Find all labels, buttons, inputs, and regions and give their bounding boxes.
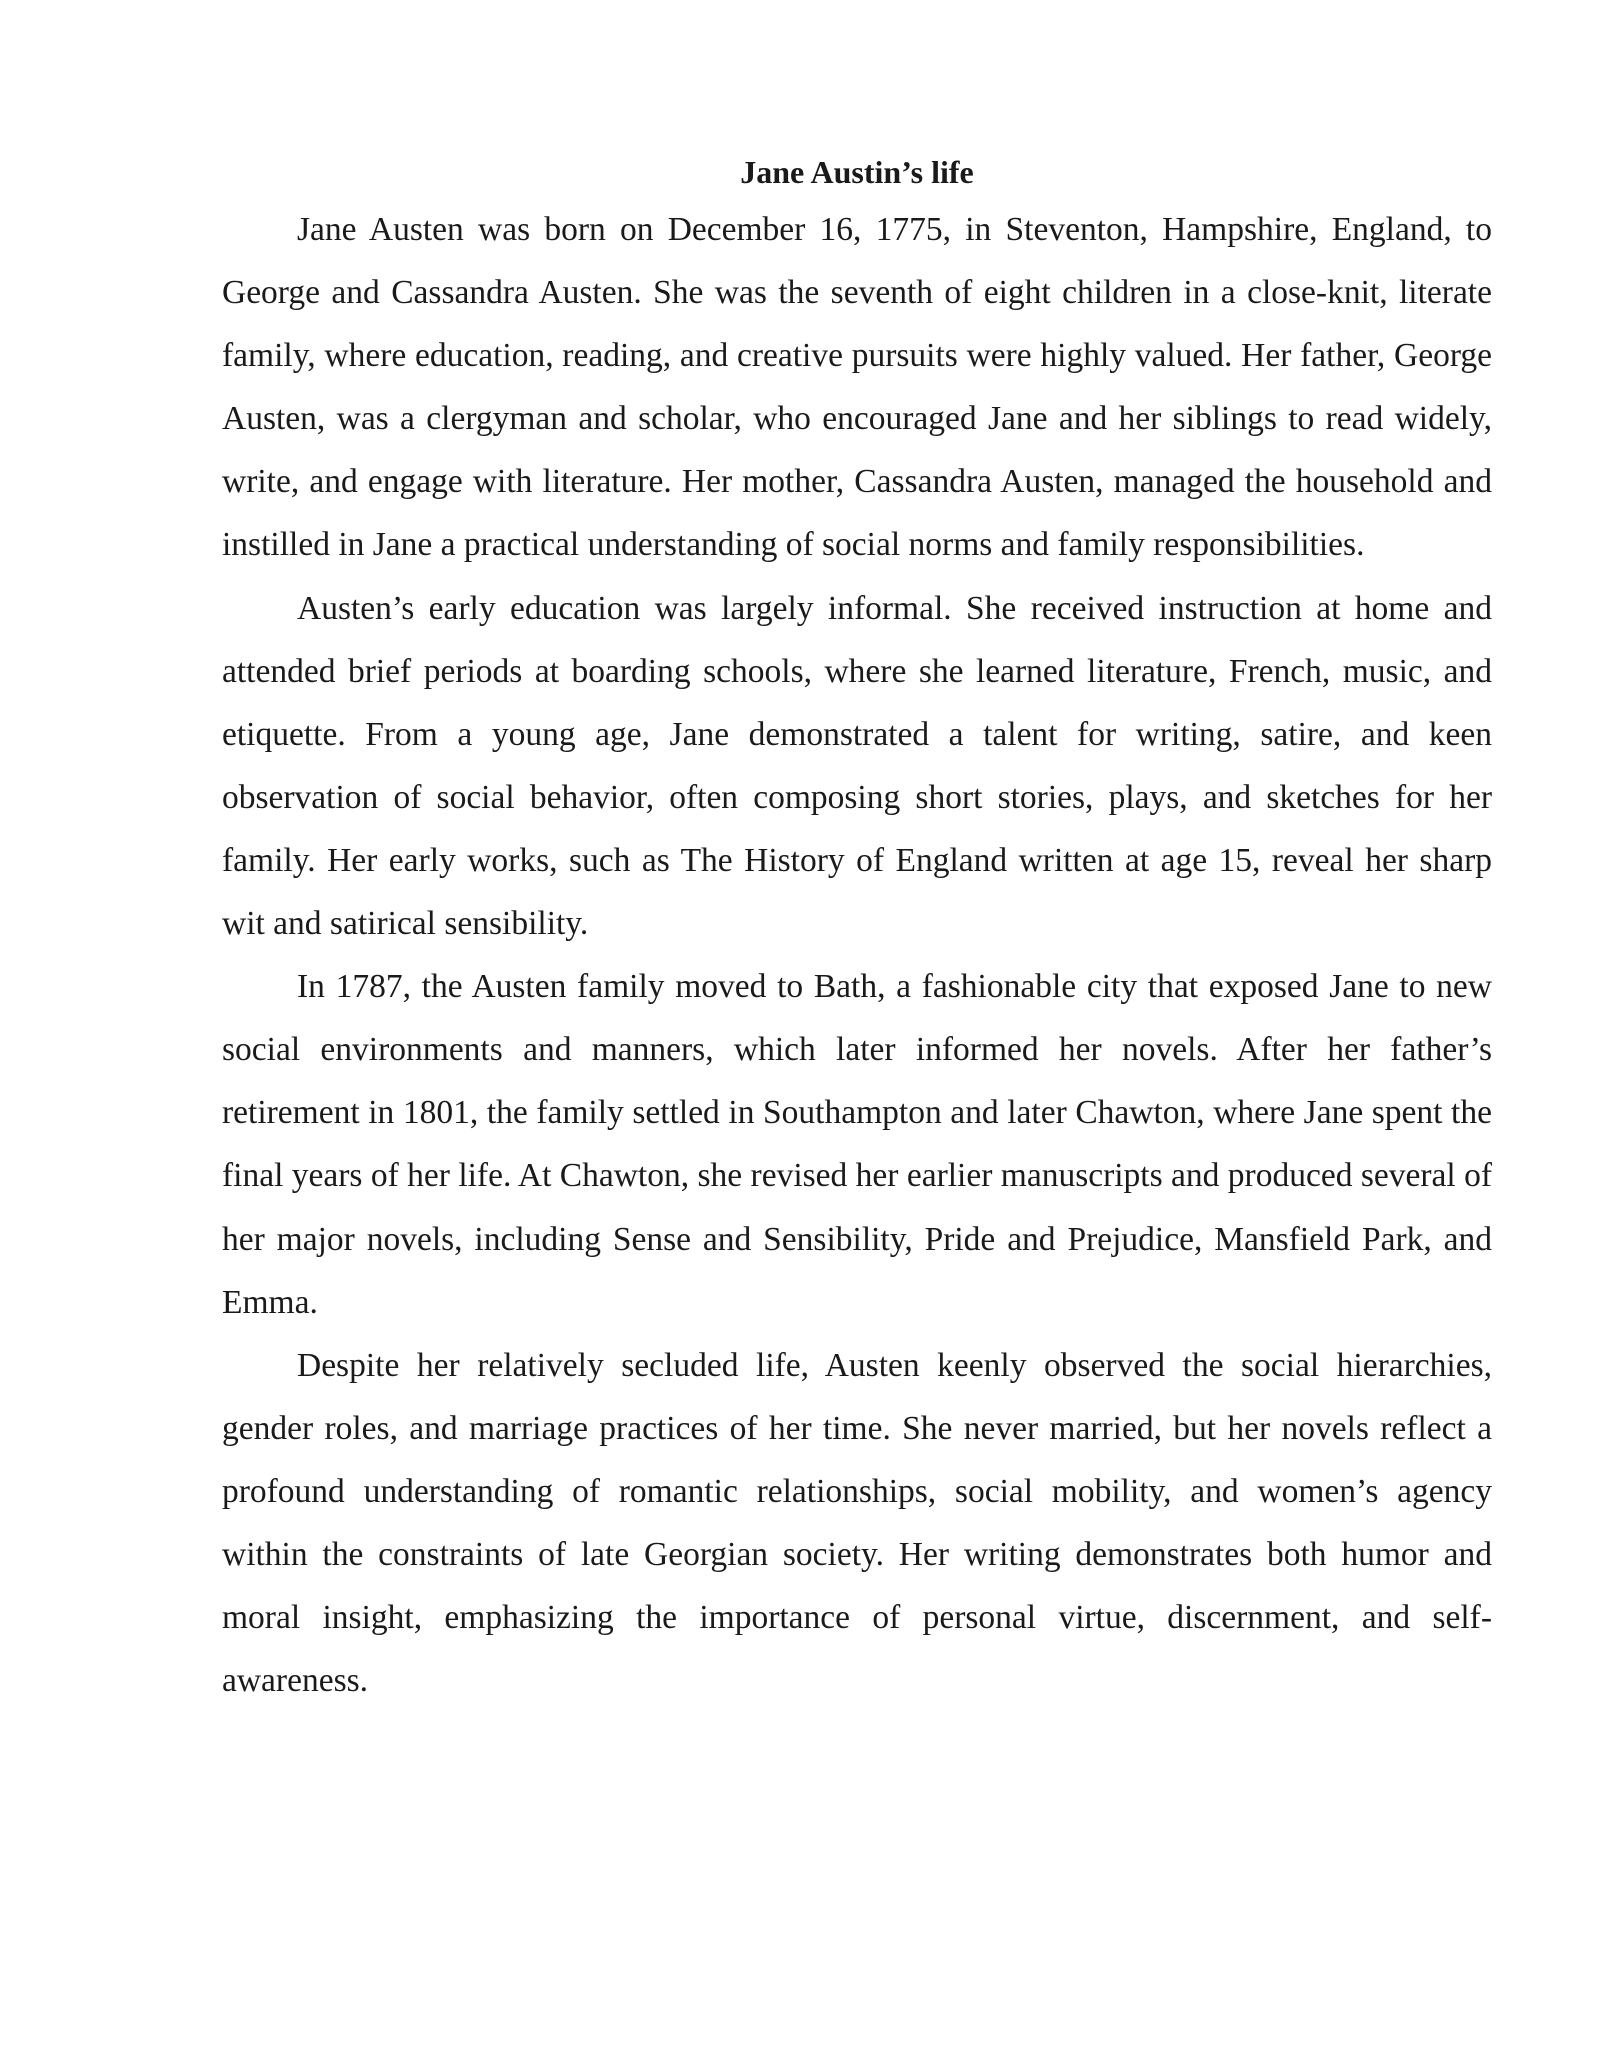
document-title: Jane Austin’s life (740, 154, 974, 190)
paragraph-bath-chawton: In 1787, the Austen family moved to Bath, a fashionable city that exposed Jane to new social environments and manners, which later informed her novels. After her father’s retirement in 1801, the family settled in Southampton and later Chawton, where Jane spent the final years of her life. At Chawton, she revised her earlier manuscripts and produced several of her major novels, including Sense and Sensibility, Pride and Prejudice, Mansfield Park, and Emma. (222, 968, 1492, 1321)
paragraph-birth-family: Jane Austen was born on December 16, 1775, in Steventon, Hampshire, England, to George and Cassandra Austen. She was the seventh of eight children in a close-knit, literate family, where education, reading, and creative pursuits were highly valued. Her father, George Austen, was a clergyman and scholar, who encouraged Jane and her siblings to read widely, write, and engage with literature. Her mother, Cassandra Austen, managed the household and instilled in Jane a practical understanding of social norms and family responsibilities. (222, 211, 1492, 564)
document-body (222, 146, 1492, 1712)
paragraph-social-observation: Despite her relatively secluded life, Austen keenly observed the social hierarchies, gender roles, and marriage practices of her time. She never married, but her novels reflect a profound understanding of romantic relationships, social mobility, and women’s agency within the constraints of late Georgian society. Her writing demonstrates both humor and moral insight, emphasizing the importance of personal virtue, discernment, and self-awareness. (222, 1346, 1492, 1700)
paragraph-early-education: Austen’s early education was largely informal. She received instruction at home and attended brief periods at boarding schools, where she learned literature, French, music, and etiquette. From a young age, Jane demonstrated a talent for writing, satire, and keen observation of social behavior, often composing short stories, plays, and sketches for her family. Her early works, such as The History of England written at age 15, reveal her sharp wit and satirical sensibility. (222, 589, 1492, 943)
